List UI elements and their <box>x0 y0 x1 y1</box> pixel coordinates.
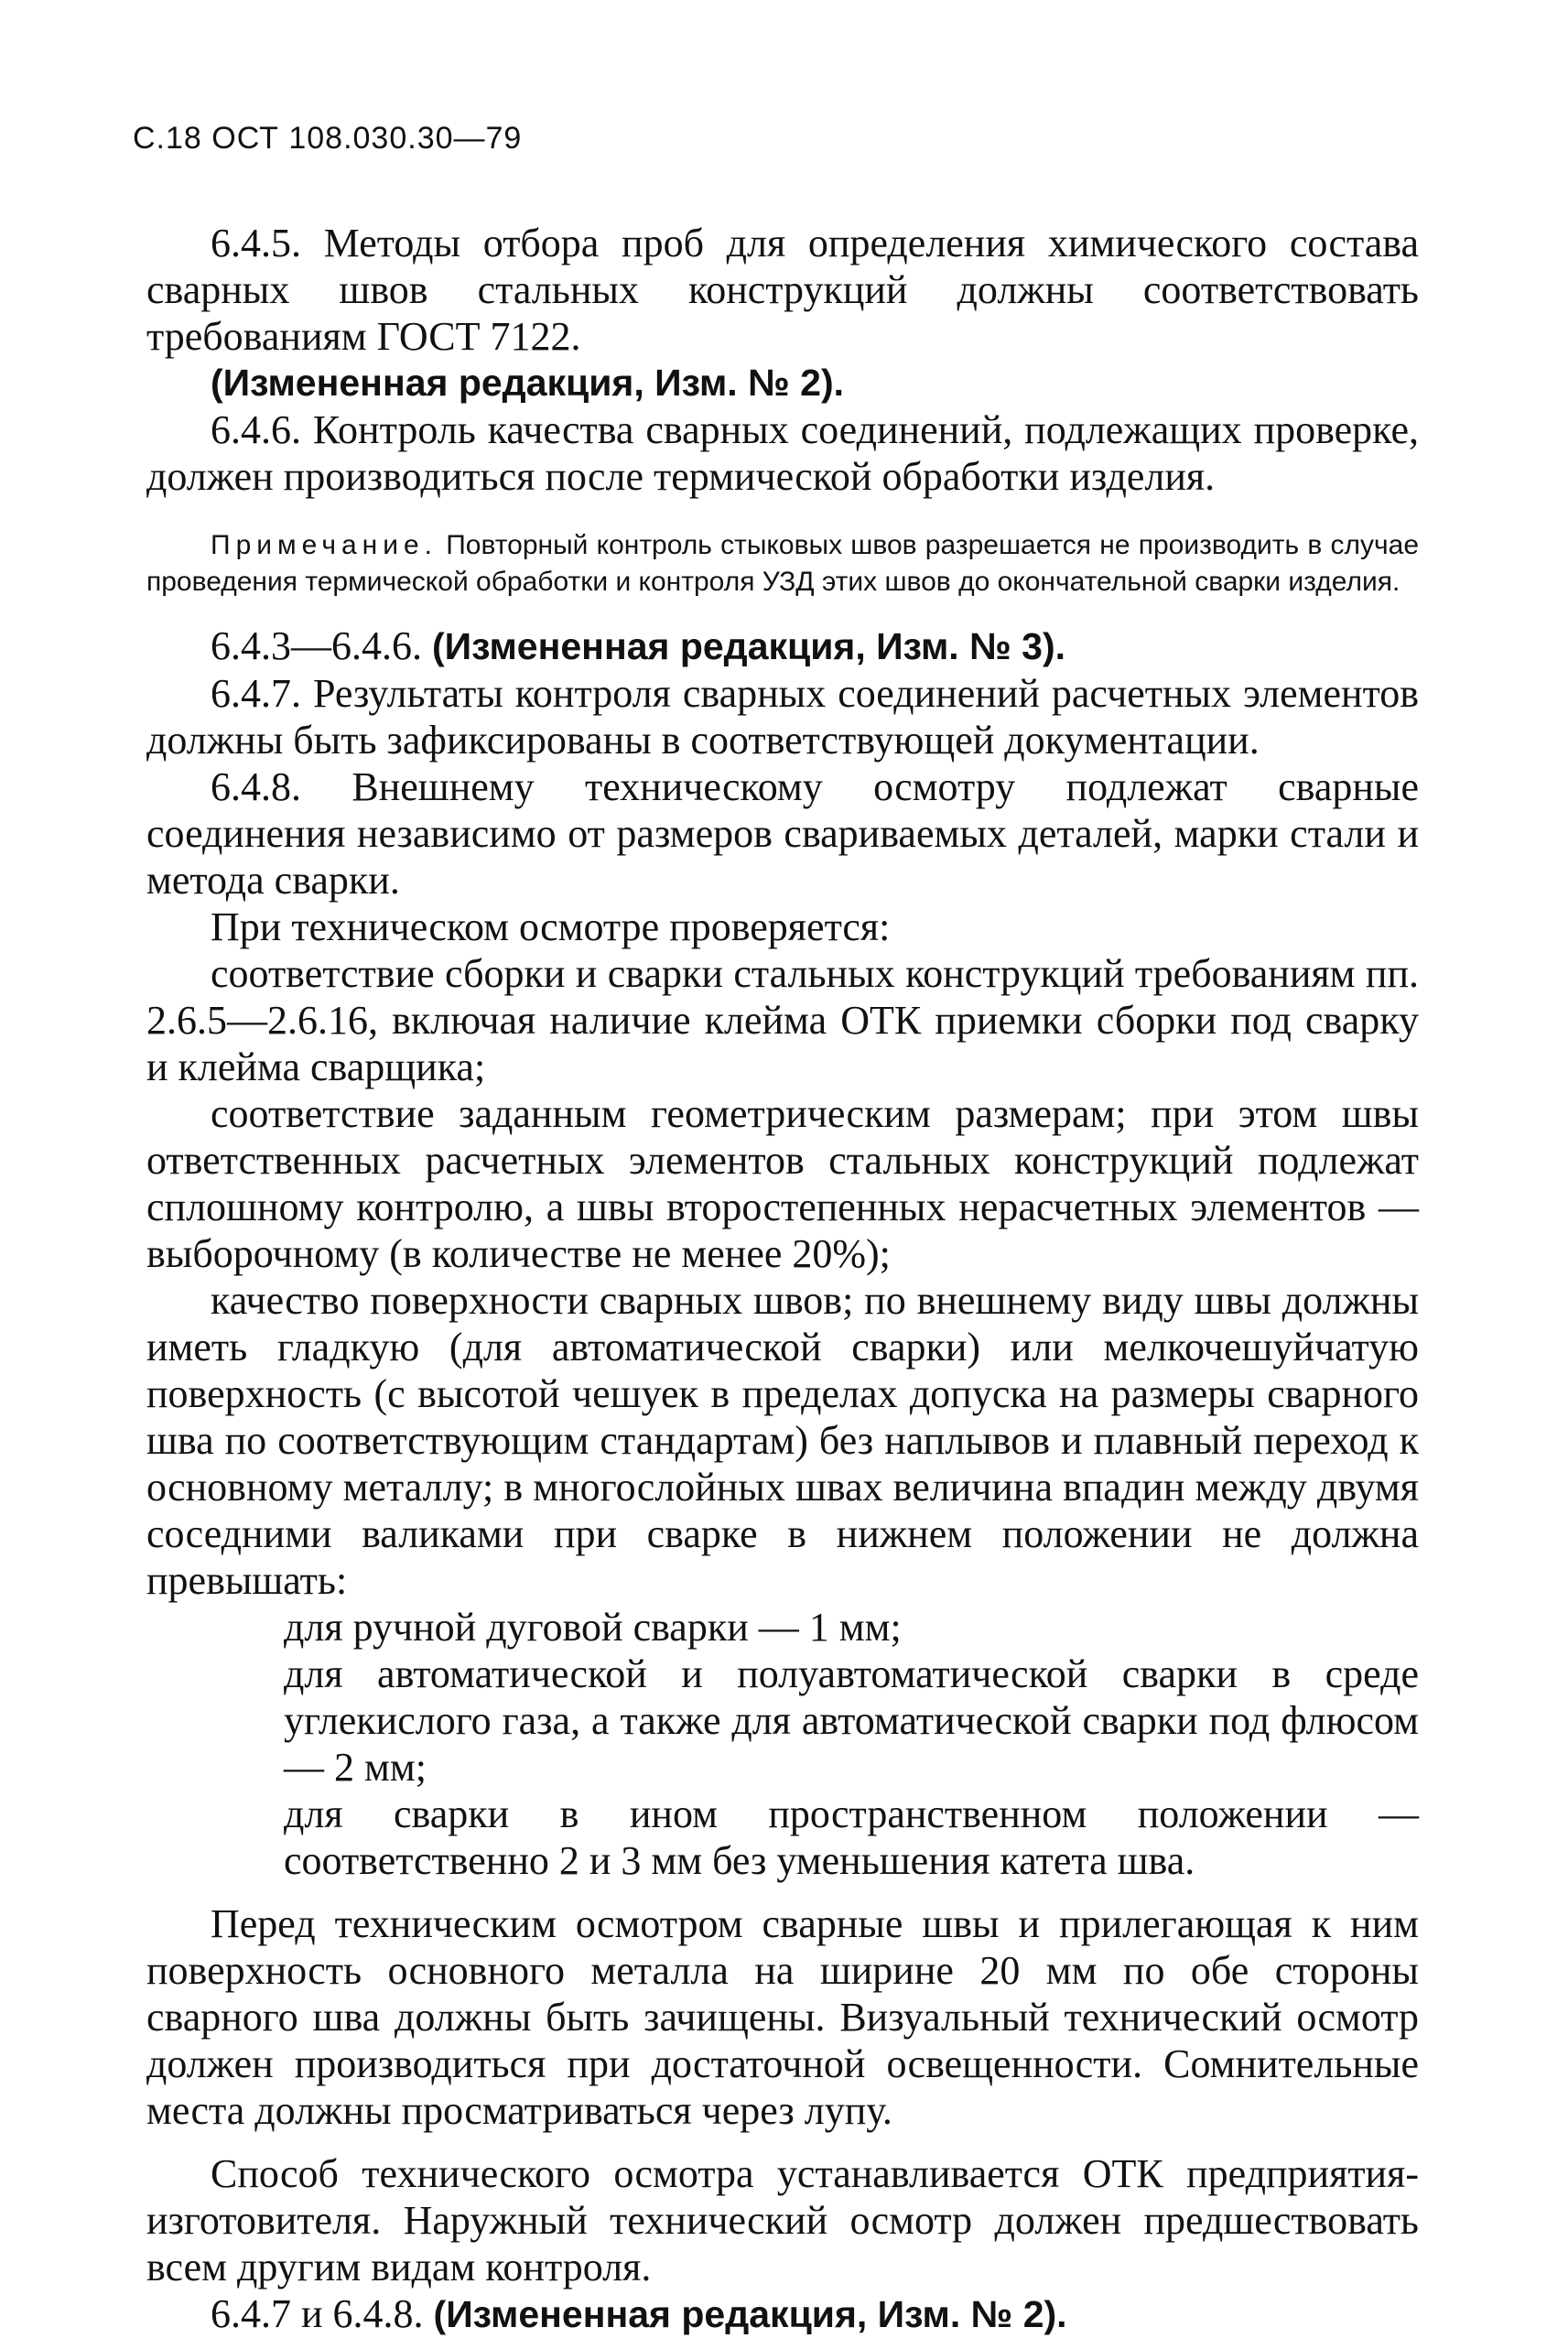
clause-6-4-7: 6.4.7. Результаты контроля сварных соединений расчетных элементов должны быть зафиксированы в соответствующей документации. <box>146 671 1419 763</box>
footnote-label: Примечание. <box>211 530 438 560</box>
clause-6-4-5: 6.4.5. Методы отбора проб для определения химического состава сварных швов стальных конструкций должны соответствовать требованиям ГОСТ 7122. <box>146 221 1419 359</box>
page-header: С.18 ОСТ 108.030.30—79 <box>133 121 523 156</box>
revision-note-6-4-3 <box>146 622 1419 670</box>
limit-automatic-welding: для автоматической и полуавтоматической сварки в среде углекислого газа, а также для автоматической сварки под флюсом — 2 мм; <box>284 1651 1419 1790</box>
document-body <box>146 220 1419 2338</box>
surface-preparation: Перед техническим осмотром сварные швы и прилегающая к ним поверхность основного металла на ширине 20 мм по обе стороны сварного шва должны быть зачищены. Визуальный технический осмотр должен производиться при достаточной освещенности. Сомнительные места должны просматриваться через лупу. <box>146 1901 1419 2133</box>
revision-note-6-4-5: (Измененная редакция, Изм. № 2). <box>211 362 845 404</box>
inspection-intro: При техническом осмотре проверяется: <box>211 904 891 949</box>
inspection-item-surface: качество поверхности сварных швов; по внешнему виду швы должны иметь гладкую (для автоматической сварки) или мелкочешуйчатую поверхность (с высотой чешуек в пределах допуска на размеры сварного шва по соответствующим стандартам) без наплывов и плавный переход к основному металлу; в многослойных швах величина впадин между двумя соседними валиками при сварке в нижнем положении не должна превышать: <box>146 1278 1419 1603</box>
revision-note-6-4-7 <box>146 2290 1419 2338</box>
inspection-item-assembly: соответствие сборки и сварки стальных конструкций требованиям пп. 2.6.5—2.6.16, включая наличие клейма ОТК приемки сборки под сварку и клейма сварщика; <box>146 951 1419 1089</box>
footnote <box>146 527 1419 601</box>
clause-6-4-8: 6.4.8. Внешнему техническому осмотру подлежат сварные соединения независимо от размеров свариваемых деталей, марки стали и метода сварки. <box>146 764 1419 903</box>
inspection-method: Способ технического осмотра устанавливается ОТК предприятия-изготовителя. Наружный технический осмотр должен предшествовать всем другим видам контроля. <box>146 2151 1419 2289</box>
limit-manual-welding: для ручной дуговой сварки — 1 мм; <box>284 1605 902 1650</box>
clause-6-4-6: 6.4.6. Контроль качества сварных соединений, подлежащих проверке, должен производиться после термической обработки изделия. <box>146 407 1419 499</box>
revision-note-6-4-7-ref: 6.4.7 и 6.4.8. <box>211 2291 434 2336</box>
footnote-text: Повторный контроль стыковых швов разрешается не производить в случае проведения термической обработки и контроля УЗД этих швов до окончательной сварки изделия. <box>146 530 1419 597</box>
revision-note-6-4-7-text: (Измененная редакция, Изм. № 2). <box>433 2293 1067 2335</box>
inspection-item-dimensions: соответствие заданным геометрическим размерам; при этом швы ответственных расчетных элементов стальных конструкций подлежат сплошному контролю, а швы второстепенных нерасчетных элементов — выборочному (в количестве не менее 20%); <box>146 1091 1419 1276</box>
revision-note-6-4-3-text: (Измененная редакция, Изм. № 3). <box>432 625 1066 667</box>
limit-other-position: для сварки в ином пространственном положении — соответственно 2 и 3 мм без уменьшения катета шва. <box>284 1791 1419 1883</box>
revision-note-6-4-3-ref: 6.4.3—6.4.6. <box>211 623 432 668</box>
